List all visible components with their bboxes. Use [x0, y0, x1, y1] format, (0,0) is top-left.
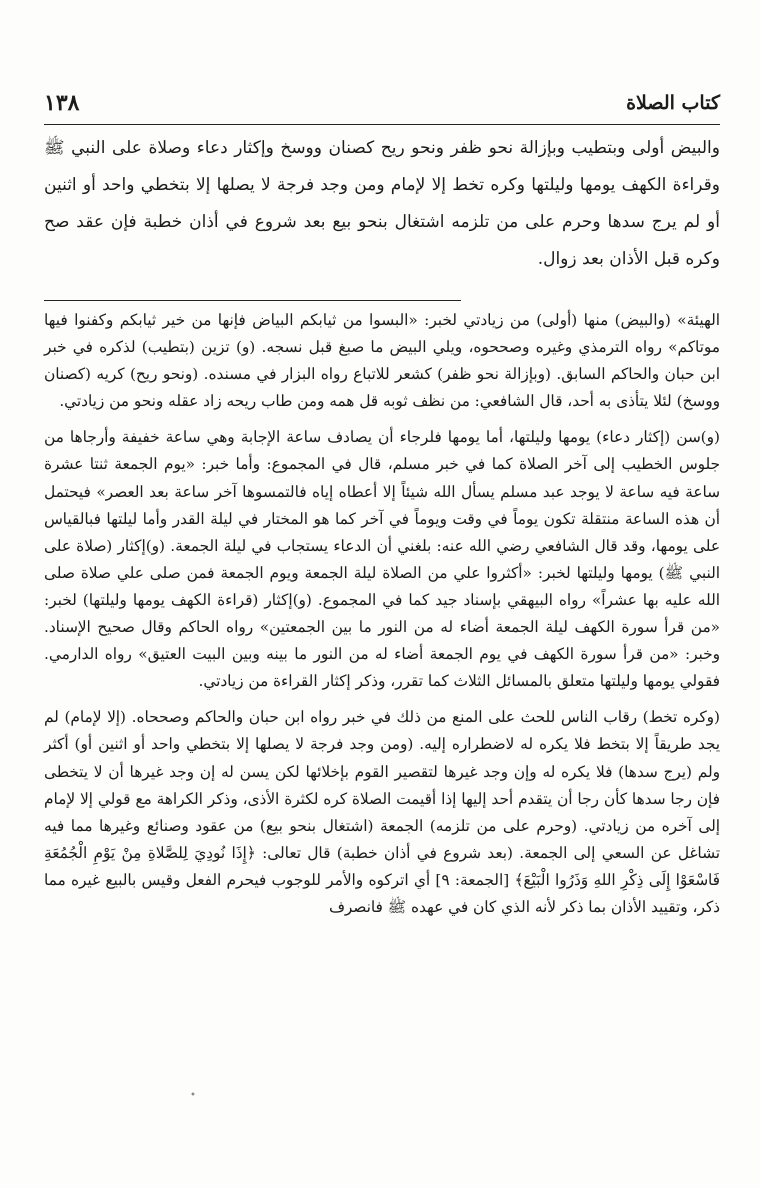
commentary-paragraph: (وكره تخط) رقاب الناس للحث على المنع من ذلك في خبر رواه ابن حبان والحاكم وصححاه. (إلا لإمام) لم يجد طريقاً إلا بتخط فلا يكره له لاضطراره إليه. (ومن وجد فرجة لا يصلها إلا بتخطي واحد أو اثنين أو) أكثر ولم (يرج سدها) فلا يكره له وإن وجد غيرها لتقصير القوم بإخلائها لكن يسن له إن وجد غيرها أن لا يتخطى فإن رجا سدها كأن رجا أن يتقدم أحد إليها إذا أقيمت الصلاة كره لكثرة الأذى، وذكر الكراهة مع قولي إلا لإمام إلى آخره من زيادتي. (وحرم على من تلزمه) الجمعة (اشتغال بنحو بيع) من عقود وصنائع وغيرها مما فيه تشاغل عن السعي إلى الجمعة. (بعد شروع في أذان خطبة) قال تعالى: ﴿إِذَا نُودِيَ لِلصَّلاةِ مِنْ يَوْمِ الْجُمُعَةِ فَاسْعَوْا إِلَى ذِكْرِ اللهِ وَذَرُوا الْبَيْعَ﴾ [الجمعة: ٩] أي اتركوه والأمر للوجوب فيحرم الفعل وقيس بالبيع غيره مما ذكر، وتقييد الأذان بما ذكر لأنه الذي كان في عهده ﷺ فانصرف — [44, 708, 720, 916]
commentary-paragraph: (و)سن (إكثار دعاء) يومها وليلتها، أما يومها فلرجاء أن يصادف ساعة الإجابة وهي ساعة خفيفة وأرجاها من جلوس الخطيب إلى آخر الصلاة كما في خبر مسلم، قال في المجموع: وأما خبر: «يوم الجمعة ثنتا عشرة ساعة فيه ساعة لا يوجد عبد مسلم يسأل الله شيئاً إلا أعطاه إياه فالتمسوها آخر ساعة بعد العصر» فيحتمل أن هذه الساعة منتقلة تكون يوماً في وقت ويوماً في آخر كما هو المختار في ليلة القدر وأما ليلتها فبالقياس على يومها، وقد قال الشافعي رضي الله عنه: بلغني أن الدعاء يستجاب في ليلة الجمعة. (و)إكثار (صلاة على النبي ﷺ) يومها وليلتها لخبر: «أكثروا علي من الصلاة ليلة الجمعة ويوم الجمعة فمن صلى علي صلاة صلى الله عليه بها عشراً» رواه البيهقي بإسناد جيد كما في المجموع. (و)إكثار (قراءة الكهف يومها وليلتها) لخبر: «من قرأ سورة الكهف ليلة الجمعة أضاء له من النور ما بين الجمعتين» رواه الحاكم وقال صحيح الإسناد. وخبر: «من قرأ سورة الكهف في يوم الجمعة أضاء له من النور ما بينه وبين البيت العتيق» رواه الدارمي. فقولي يومها وليلتها متعلق بالمسائل الثلاث كما تقرر، وذكر إكثار القراءة من زيادتي. — [44, 428, 720, 691]
main-text: والبيض أولى وبتطيب وبإزالة نحو ظفر ونحو ريح كصنان ووسخ وإكثار دعاء وصلاة على النبي ﷺ وقراءة الكهف يومها وليلتها وكره تخط إلا لإمام ومن وجد فرجة لا يصلها إلا بتخطي واحد أو اثنين أو لم يرج سدها وحرم على من تلزمه اشتغال بنحو بيع بعد شروع في أذان خطبة فإن عقد صح وكره قبل الأذان بعد زوال. — [44, 138, 720, 269]
scan-mark: • — [190, 1090, 196, 1101]
page-number: ١٣٨ — [44, 90, 80, 116]
book-title: كتاب الصلاة — [626, 92, 720, 114]
commentary-separator — [44, 300, 461, 301]
paragraph-gap — [44, 695, 720, 704]
paragraph-gap — [44, 415, 720, 424]
commentary — [44, 307, 720, 921]
commentary-paragraph: الهيئة» (والبيض) منها (أولى) من زيادتي لخبر: «البسوا من ثيابكم البياض فإنها من خير ثيابكم وكفنوا فيها موتاكم» رواه الترمذي وغيره وصححوه، ويلي البيض ما صبغ قبل نسجه. (و) تزين (بتطيب) لذكره في خبر ابن حبان والحاكم السابق. (وبإزالة نحو ظفر) كشعر للاتباع رواه البزار في مسنده. (ونحو ريح) كريه (كصنان ووسخ) لئلا يتأذى به أحد، قال الشافعي: من نظف ثوبه قل همه ومن طاب ريحه زاد عقله ونحو من زيادتي. — [44, 311, 720, 411]
running-header — [44, 90, 720, 125]
